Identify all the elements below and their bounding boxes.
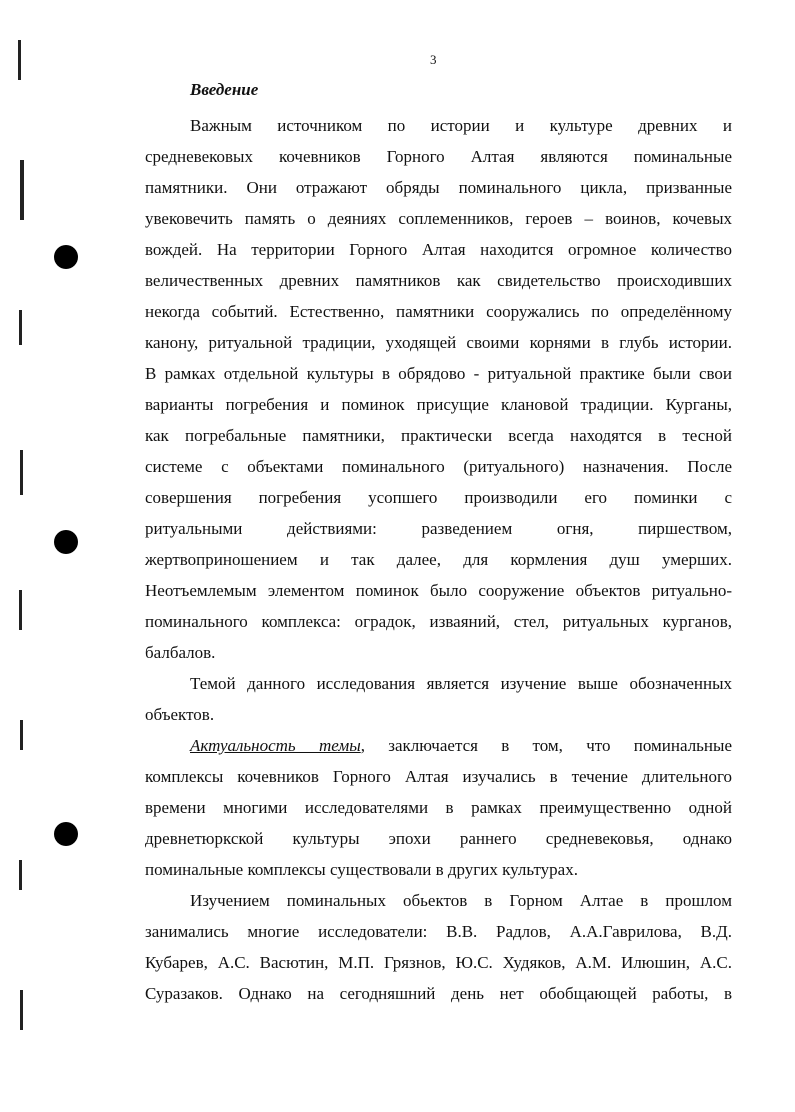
binder-hole-top	[54, 245, 78, 269]
text-line: канону, ритуальной традиции, уходящей своими корнями в глубь истории.	[145, 333, 732, 352]
text-line: Неотъемлемым элементом поминок было сооружение объектов ритуально-	[145, 581, 732, 600]
text-line: занимались многие исследователи: В.В. Радлов, А.А.Гаврилова, В.Д.	[145, 922, 732, 941]
text-line: времени многими исследователями в рамках преимущественно одной	[145, 798, 732, 817]
binder-hole-bottom	[54, 822, 78, 846]
scan-artifact	[19, 310, 22, 345]
text-line: Изучением поминальных обьектов в Горном Алтае в прошлом	[190, 891, 732, 910]
text-line: Суразаков. Однако на сегодняшний день нет обобщающей работы, в	[145, 984, 732, 1003]
text-line: величественных древних памятников как свидетельство происходивших	[145, 271, 732, 290]
binder-hole-middle	[54, 530, 78, 554]
text-line: Темой данного исследования является изучение выше обозначенных	[190, 674, 732, 693]
text-line: Важным источником по истории и культуре древних и	[190, 116, 732, 135]
text-line: Кубарев, А.С. Васютин, М.П. Грязнов, Ю.С. Худяков, А.М. Илюшин, А.С.	[145, 953, 732, 972]
text-line: увековечить память о деяниях соплеменников, героев – воинов, кочевых	[145, 209, 732, 228]
text-line: объектов.	[145, 705, 215, 724]
text-line: ритуальными действиями: разведением огня, пиршеством,	[145, 519, 732, 538]
paragraph-topic	[145, 668, 732, 730]
text-line: вождей. На территории Горного Алтая находится огромное количество	[145, 240, 732, 259]
paragraph-researchers	[145, 885, 732, 1009]
text-line: балбалов.	[145, 643, 216, 662]
text-line: жертвоприношением и так далее, для кормления душ умерших.	[145, 550, 732, 569]
text-fragment: , заключается в том, что поминальные	[360, 736, 732, 755]
scan-artifact	[20, 990, 23, 1030]
scan-artifact	[20, 450, 23, 495]
text-line: некогда событий. Естественно, памятники сооружались по определённому	[145, 302, 732, 321]
paragraph-relevance	[145, 730, 732, 885]
scan-artifact	[18, 40, 21, 80]
scan-artifact	[20, 720, 23, 750]
text-line: памятники. Они отражают обряды поминального цикла, призванные	[145, 178, 732, 197]
text-line: варианты погребения и поминок присущие клановой традиции. Курганы,	[145, 395, 732, 414]
section-heading: Введение	[190, 80, 259, 99]
text-line: как погребальные памятники, практически всегда находятся в тесной	[145, 426, 732, 445]
text-line	[145, 730, 732, 761]
text-line: комплексы кочевников Горного Алтая изучались в течение длительного	[145, 767, 732, 786]
text-line: средневековых кочевников Горного Алтая являются поминальные	[145, 147, 732, 166]
text-line: поминального комплекса: оградок, изваяний, стел, ритуальных курганов,	[145, 612, 732, 631]
text-line: древнетюркской культуры эпохи раннего средневековья, однако	[145, 829, 732, 848]
text-line: системе с объектами поминального (ритуального) назначения. После	[145, 457, 732, 476]
paragraph-intro	[145, 110, 732, 668]
page-number: 3	[430, 52, 437, 67]
text-line: поминальные комплексы существовали в других культурах.	[145, 860, 578, 879]
scan-artifact	[19, 590, 22, 630]
text-line: В рамках отдельной культуры в обрядово - ритуальной практике были свои	[145, 364, 732, 383]
emphasis-relevance: Актуальность темы	[190, 736, 361, 755]
text-line: совершения погребения усопшего производили его поминки с	[145, 488, 732, 507]
scan-artifact	[19, 860, 22, 890]
scan-artifact	[20, 160, 24, 220]
body-text	[145, 110, 732, 1009]
